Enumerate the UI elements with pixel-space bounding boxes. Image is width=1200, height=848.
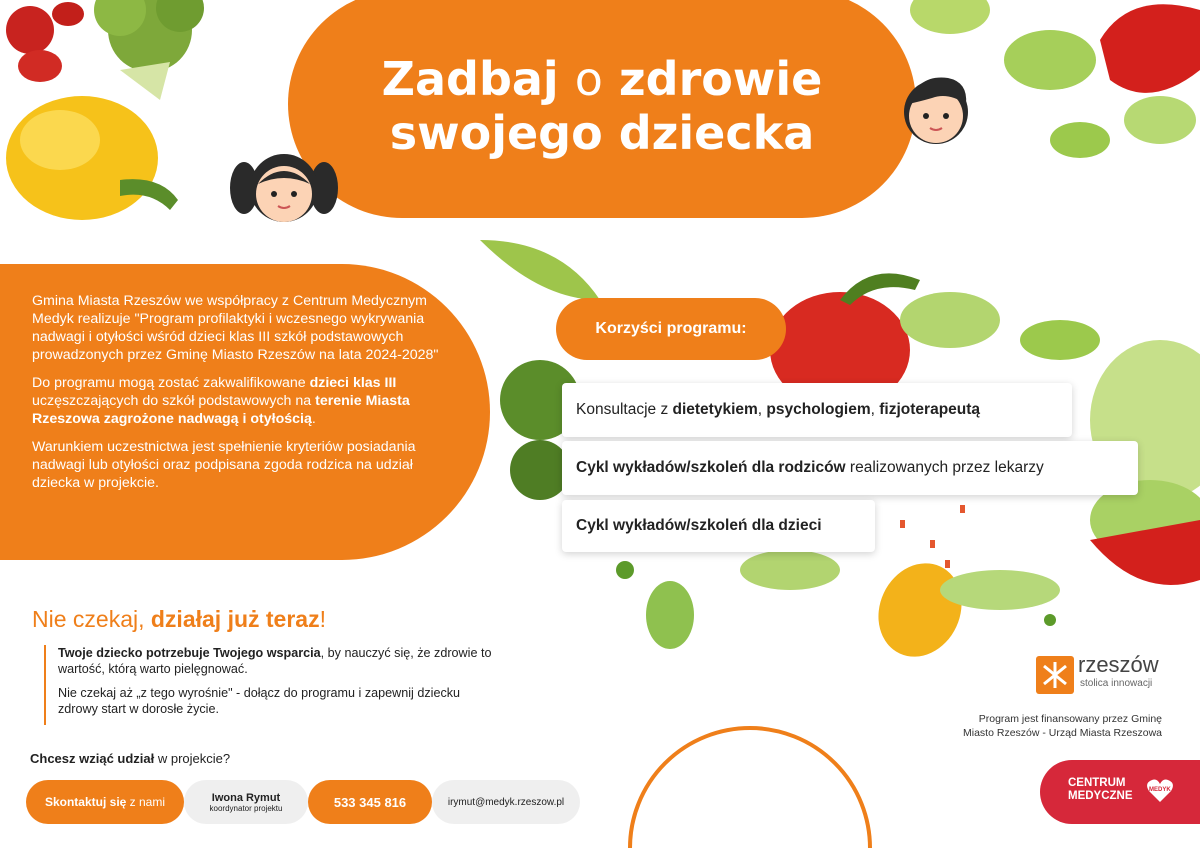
intro-panel xyxy=(0,264,490,560)
benefits-heading: Korzyści programu: xyxy=(556,298,786,360)
tomato xyxy=(52,2,84,26)
phone-link[interactable]: 533 345 816 xyxy=(308,780,432,824)
coordinator-name: Iwona Rymut xyxy=(211,791,281,804)
rzeszow-logo xyxy=(1036,652,1166,696)
intro-paragraph-3: Warunkiem uczestnictwa jest spełnienie kryteriów posiadania nadwagi lub otyłości oraz podpisana zgoda rodzica na udział dziecka w projekcie. xyxy=(32,439,416,491)
tomato xyxy=(6,6,54,54)
email-link[interactable]: irymut@medyk.rzeszow.pl xyxy=(432,780,580,824)
coordinator-card xyxy=(184,780,308,824)
contact-us-button[interactable]: Skontaktuj się z nami xyxy=(26,780,184,824)
rzeszow-logo-name: rzeszów xyxy=(1078,652,1159,677)
lettuce-leaf xyxy=(480,240,600,300)
quote-paragraph-1: Twoje dziecko potrzebuje Twojego wsparcia, by nauczyć się, że zdrowie to wartość, którą warto pielęgnować. xyxy=(58,646,492,676)
tomato xyxy=(18,50,62,82)
pea xyxy=(616,561,634,579)
cta-quote xyxy=(44,645,498,725)
lettuce-leaf xyxy=(646,581,694,649)
lettuce-leaf xyxy=(1004,30,1096,90)
boy-avatar-icon xyxy=(896,68,976,148)
intro-paragraph-1: Gmina Miasta Rzeszów we współpracy z Centrum Medycznym Medyk realizuje "Program profilaktyki i wczesnego wykrywania nadwagi i otyłości wśród dzieci klas III szkół podstawowych prowadzonych przez Gminę Miasto Rzeszów na lata 2024-2028" xyxy=(32,293,439,363)
rzeszow-logo-tagline: stolica innowacji xyxy=(1080,678,1153,689)
girl-avatar-icon xyxy=(228,148,340,224)
intro-paragraph-2: Do programu mogą zostać zakwalifikowane dzieci klas III uczęszczających do szkół podstawowych na terenie Miasta Rzeszowa zagrożone nadwagą i otyłością. xyxy=(32,375,410,427)
benefit-item-consultations: Konsultacje z dietetykiem, psychologiem, fizjoterapeutą xyxy=(562,383,1072,437)
benefit-item-parent-lectures: Cykl wykładów/szkoleń dla rodziców realizowanych przez lekarzy xyxy=(562,441,1138,495)
cta-heading: Nie czekaj, działaj już teraz! xyxy=(32,606,326,632)
join-question: Chcesz wziąć udział w projekcie? xyxy=(30,751,231,766)
rzeszow-logo-icon xyxy=(1036,656,1074,694)
page-title: Zadbaj o zdrowie swojego dziecka xyxy=(381,52,823,160)
title-banner xyxy=(288,0,916,218)
yellow-pepper xyxy=(863,550,976,671)
centrum-medyczne-logo: CENTRUM MEDYCZNE MEDYK xyxy=(1040,760,1200,824)
benefit-item-child-lectures: Cykl wykładów/szkoleń dla dzieci xyxy=(562,500,875,552)
quote-paragraph-2: Nie czekaj aż „z tego wyrośnie" - dołącz do programu i zapewnij dziecku zdrowy start w dorosłe życie. xyxy=(58,686,461,716)
decorative-arc xyxy=(630,728,870,848)
funding-note: Program jest finansowany przez Gminę Miasto Rzeszów - Urząd Miasta Rzeszowa xyxy=(963,713,1162,739)
red-pepper xyxy=(1100,4,1200,93)
lettuce-leaf xyxy=(900,292,1000,348)
coordinator-role: koordynator projektu xyxy=(209,803,283,813)
